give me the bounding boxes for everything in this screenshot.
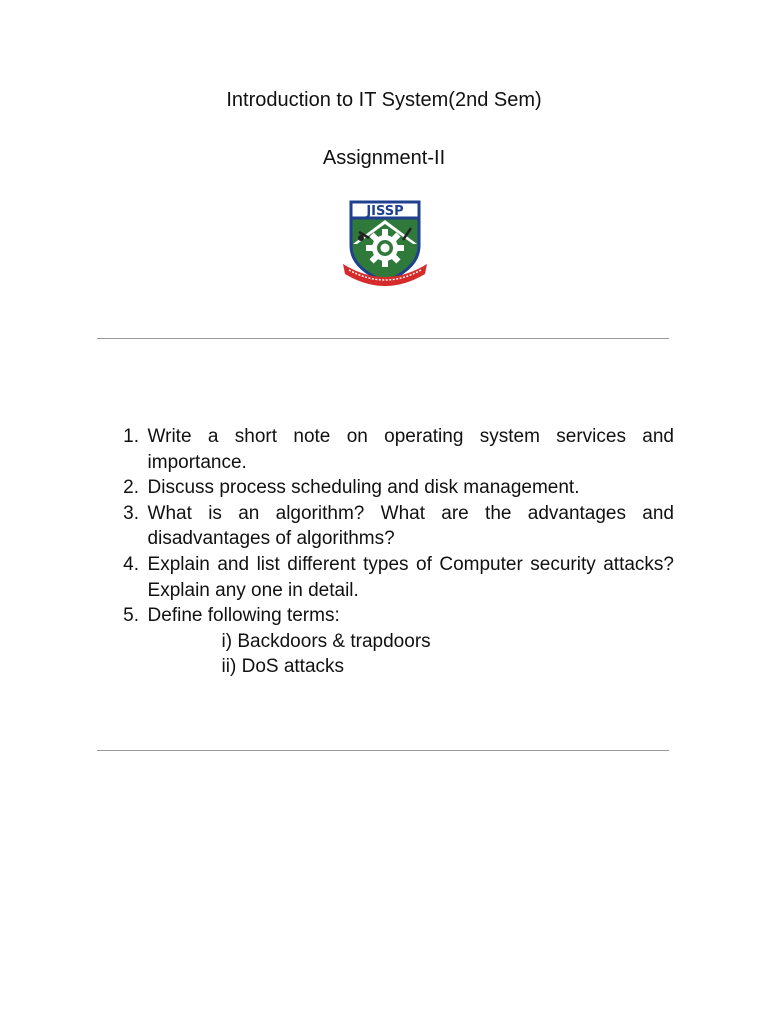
- question-number: 3.: [123, 502, 139, 524]
- question-text: Define following terms:: [147, 605, 340, 627]
- top-divider: [97, 338, 669, 339]
- bottom-divider: [97, 750, 669, 751]
- logo-gear-icon: [366, 229, 404, 267]
- document-subtitle: Assignment-II: [322, 147, 446, 169]
- question-item-1: [110, 424, 674, 475]
- question-item-5: [110, 603, 674, 680]
- sub-term-item: ii) DoS attacks: [221, 656, 345, 678]
- question-number: 5.: [123, 605, 139, 627]
- question-text: What is an algorithm? What are the advantages and disadvantages of algorithms?: [147, 502, 674, 550]
- question-number: 2.: [123, 477, 139, 499]
- sub-term-list: [148, 629, 674, 680]
- question-item-2: [110, 475, 674, 501]
- question-item-3: [110, 501, 674, 552]
- document-title: Introduction to IT System(2nd Sem): [226, 89, 542, 111]
- question-item-4: [110, 552, 674, 603]
- question-list: [110, 424, 674, 680]
- question-text: Explain and list different types of Computer security attacks?Explain any one in detail.: [147, 553, 674, 601]
- logo-text: JISSP: [366, 204, 404, 219]
- question-text: Write a short note on operating system services and importance.: [147, 426, 674, 473]
- college-logo: [339, 198, 431, 290]
- sub-term-item: i) Backdoors & trapdoors: [221, 630, 431, 652]
- question-body: [139, 603, 674, 680]
- question-text: Discuss process scheduling and disk management.: [147, 477, 580, 499]
- question-number: 4.: [123, 553, 139, 575]
- question-number: 1.: [123, 426, 139, 447]
